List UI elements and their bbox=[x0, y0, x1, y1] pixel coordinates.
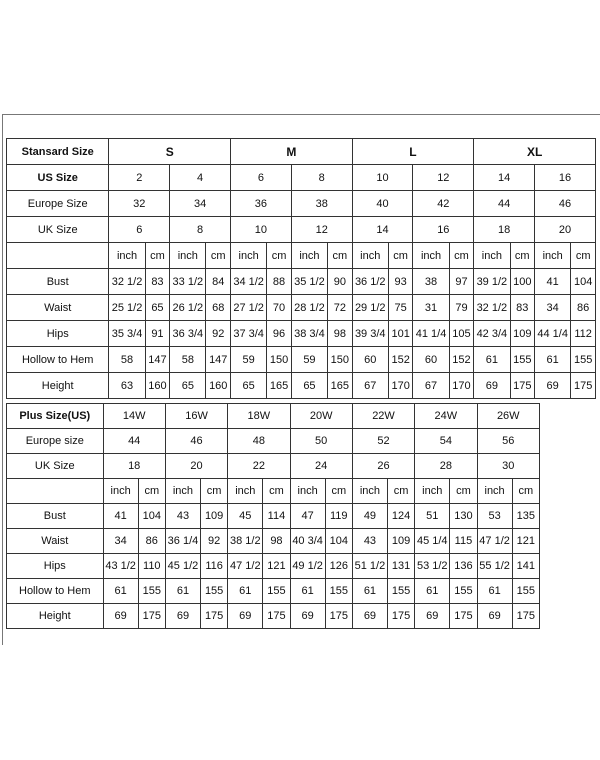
measurement-value: 124 bbox=[388, 504, 415, 529]
measurement-value: 121 bbox=[512, 529, 539, 554]
measurement-value: 150 bbox=[267, 347, 292, 373]
measurement-value: 26 1/2 bbox=[170, 295, 206, 321]
measurement-value: 112 bbox=[571, 321, 596, 347]
measurement-value: 104 bbox=[571, 269, 596, 295]
plus-uk-size-value: 18 bbox=[103, 454, 165, 479]
measurement-value: 47 bbox=[290, 504, 325, 529]
plus-europe-size-value: 56 bbox=[477, 429, 540, 454]
measurement-value: 69 bbox=[477, 604, 512, 629]
measurement-value: 61 bbox=[477, 579, 512, 604]
measurement-value: 150 bbox=[328, 347, 353, 373]
plus-measurement-row bbox=[7, 529, 540, 554]
measurement-value: 32 1/2 bbox=[474, 295, 510, 321]
measurement-row bbox=[7, 269, 596, 295]
measurement-value: 43 bbox=[352, 529, 387, 554]
measurement-value: 36 1/2 bbox=[352, 269, 388, 295]
measurement-value: 40 3/4 bbox=[290, 529, 325, 554]
unit-inch: inch bbox=[535, 243, 571, 269]
unit-inch: inch bbox=[103, 479, 138, 504]
uk-size-value: 14 bbox=[352, 217, 413, 243]
measurement-value: 91 bbox=[145, 321, 170, 347]
plus-europe-size-value: 44 bbox=[103, 429, 165, 454]
measurement-value: 55 1/2 bbox=[477, 554, 512, 579]
measurement-value: 69 bbox=[352, 604, 387, 629]
measurement-value: 61 bbox=[290, 579, 325, 604]
uk-size-label: UK Size bbox=[7, 217, 109, 243]
measurement-value: 152 bbox=[388, 347, 413, 373]
unit-cm: cm bbox=[145, 243, 170, 269]
measurement-value: 38 3/4 bbox=[291, 321, 327, 347]
us-size-value: 4 bbox=[170, 165, 231, 191]
measurement-value: 155 bbox=[138, 579, 165, 604]
measurement-value: 90 bbox=[328, 269, 353, 295]
measurement-value: 101 bbox=[388, 321, 413, 347]
measurement-value: 155 bbox=[201, 579, 228, 604]
measurement-value: 45 1/2 bbox=[165, 554, 200, 579]
measurement-value: 147 bbox=[206, 347, 231, 373]
measurement-row bbox=[7, 295, 596, 321]
measurement-value: 170 bbox=[388, 373, 413, 399]
unit-row-blank bbox=[7, 479, 104, 504]
unit-cm: cm bbox=[201, 479, 228, 504]
measurement-value: 41 bbox=[103, 504, 138, 529]
measurement-value: 165 bbox=[328, 373, 353, 399]
measurement-value: 61 bbox=[535, 347, 571, 373]
uk-size-value: 12 bbox=[291, 217, 352, 243]
measurement-value: 155 bbox=[325, 579, 352, 604]
europe-size-value: 46 bbox=[535, 191, 596, 217]
unit-cm: cm bbox=[571, 243, 596, 269]
unit-inch: inch bbox=[352, 243, 388, 269]
uk-size-row bbox=[7, 217, 596, 243]
plus-uk-size-value: 28 bbox=[415, 454, 477, 479]
measurement-value: 35 3/4 bbox=[109, 321, 145, 347]
uk-size-value: 8 bbox=[170, 217, 231, 243]
plus-size-heading: Plus Size(US) bbox=[7, 404, 104, 429]
measurement-value: 131 bbox=[388, 554, 415, 579]
plus-us-size-value: 20W bbox=[290, 404, 352, 429]
size-group-xl: XL bbox=[474, 139, 596, 165]
us-size-row bbox=[7, 165, 596, 191]
measurement-value: 39 1/2 bbox=[474, 269, 510, 295]
us-size-value: 2 bbox=[109, 165, 170, 191]
unit-cm: cm bbox=[449, 243, 474, 269]
measurement-value: 141 bbox=[512, 554, 539, 579]
plus-uk-size-label: UK Size bbox=[7, 454, 104, 479]
measurement-value: 45 1/4 bbox=[415, 529, 450, 554]
measurement-value: 155 bbox=[450, 579, 477, 604]
measurement-value: 39 3/4 bbox=[352, 321, 388, 347]
plus-europe-size-value: 52 bbox=[352, 429, 414, 454]
measurement-label: Bust bbox=[7, 269, 109, 295]
unit-inch: inch bbox=[474, 243, 510, 269]
plus-us-size-value: 24W bbox=[415, 404, 477, 429]
measurement-value: 65 bbox=[170, 373, 206, 399]
measurement-value: 155 bbox=[263, 579, 290, 604]
measurement-value: 84 bbox=[206, 269, 231, 295]
measurement-value: 70 bbox=[267, 295, 292, 321]
unit-cm: cm bbox=[388, 243, 413, 269]
us-size-value: 6 bbox=[231, 165, 292, 191]
plus-size-table bbox=[6, 403, 540, 629]
measurement-value: 79 bbox=[449, 295, 474, 321]
us-size-value: 10 bbox=[352, 165, 413, 191]
measurement-value: 175 bbox=[510, 373, 535, 399]
measurement-value: 37 3/4 bbox=[231, 321, 267, 347]
measurement-value: 136 bbox=[450, 554, 477, 579]
measurement-value: 160 bbox=[206, 373, 231, 399]
plus-uk-size-value: 26 bbox=[352, 454, 414, 479]
measurement-value: 72 bbox=[328, 295, 353, 321]
unit-cm: cm bbox=[450, 479, 477, 504]
measurement-value: 41 bbox=[535, 269, 571, 295]
measurement-value: 67 bbox=[413, 373, 449, 399]
uk-size-value: 16 bbox=[413, 217, 474, 243]
measurement-value: 58 bbox=[170, 347, 206, 373]
measurement-value: 116 bbox=[201, 554, 228, 579]
measurement-value: 109 bbox=[388, 529, 415, 554]
measurement-value: 69 bbox=[474, 373, 510, 399]
measurement-value: 38 bbox=[413, 269, 449, 295]
measurement-value: 61 bbox=[103, 579, 138, 604]
measurement-value: 29 1/2 bbox=[352, 295, 388, 321]
plus-measurement-row bbox=[7, 554, 540, 579]
standard-size-table bbox=[6, 138, 596, 399]
measurement-value: 175 bbox=[450, 604, 477, 629]
europe-size-value: 38 bbox=[291, 191, 352, 217]
plus-uk-size-row bbox=[7, 454, 540, 479]
measurement-value: 92 bbox=[201, 529, 228, 554]
standard-size-heading: Stansard Size bbox=[7, 139, 109, 165]
plus-europe-size-label: Europe size bbox=[7, 429, 104, 454]
unit-cm: cm bbox=[512, 479, 539, 504]
measurement-value: 175 bbox=[388, 604, 415, 629]
measurement-value: 60 bbox=[413, 347, 449, 373]
measurement-value: 119 bbox=[325, 504, 352, 529]
measurement-row bbox=[7, 347, 596, 373]
measurement-label: Bust bbox=[7, 504, 104, 529]
unit-inch: inch bbox=[413, 243, 449, 269]
measurement-value: 155 bbox=[512, 579, 539, 604]
plus-us-size-value: 16W bbox=[165, 404, 227, 429]
measurement-value: 175 bbox=[201, 604, 228, 629]
measurement-value: 41 1/4 bbox=[413, 321, 449, 347]
measurement-value: 43 1/2 bbox=[103, 554, 138, 579]
measurement-value: 69 bbox=[103, 604, 138, 629]
size-group-m: M bbox=[231, 139, 353, 165]
measurement-value: 61 bbox=[474, 347, 510, 373]
plus-europe-size-value: 54 bbox=[415, 429, 477, 454]
measurement-value: 36 1/4 bbox=[165, 529, 200, 554]
measurement-label: Hollow to Hem bbox=[7, 579, 104, 604]
plus-europe-size-value: 46 bbox=[165, 429, 227, 454]
measurement-value: 86 bbox=[138, 529, 165, 554]
size-group-s: S bbox=[109, 139, 231, 165]
uk-size-value: 6 bbox=[109, 217, 170, 243]
measurement-value: 34 bbox=[103, 529, 138, 554]
us-size-value: 16 bbox=[535, 165, 596, 191]
measurement-value: 175 bbox=[138, 604, 165, 629]
unit-inch: inch bbox=[170, 243, 206, 269]
measurement-value: 33 1/2 bbox=[170, 269, 206, 295]
measurement-value: 53 bbox=[477, 504, 512, 529]
us-size-value: 8 bbox=[291, 165, 352, 191]
europe-size-value: 40 bbox=[352, 191, 413, 217]
measurement-value: 83 bbox=[145, 269, 170, 295]
measurement-value: 121 bbox=[263, 554, 290, 579]
unit-cm: cm bbox=[328, 243, 353, 269]
measurement-value: 49 1/2 bbox=[290, 554, 325, 579]
unit-cm: cm bbox=[388, 479, 415, 504]
measurement-row bbox=[7, 373, 596, 399]
unit-cm: cm bbox=[325, 479, 352, 504]
measurement-value: 69 bbox=[290, 604, 325, 629]
plus-europe-size-row bbox=[7, 429, 540, 454]
unit-cm: cm bbox=[138, 479, 165, 504]
measurement-value: 31 bbox=[413, 295, 449, 321]
measurement-value: 97 bbox=[449, 269, 474, 295]
plus-uk-size-value: 22 bbox=[228, 454, 290, 479]
europe-size-label: Europe Size bbox=[7, 191, 109, 217]
measurement-value: 43 bbox=[165, 504, 200, 529]
size-group-row bbox=[7, 139, 596, 165]
measurement-value: 69 bbox=[228, 604, 263, 629]
measurement-value: 155 bbox=[388, 579, 415, 604]
unit-inch: inch bbox=[291, 243, 327, 269]
measurement-value: 59 bbox=[291, 347, 327, 373]
plus-unit-row bbox=[7, 479, 540, 504]
measurement-value: 61 bbox=[415, 579, 450, 604]
measurement-value: 98 bbox=[328, 321, 353, 347]
measurement-value: 45 bbox=[228, 504, 263, 529]
measurement-value: 36 3/4 bbox=[170, 321, 206, 347]
measurement-value: 34 1/2 bbox=[231, 269, 267, 295]
measurement-value: 51 bbox=[415, 504, 450, 529]
measurement-label: Height bbox=[7, 604, 104, 629]
measurement-value: 47 1/2 bbox=[477, 529, 512, 554]
measurement-value: 75 bbox=[388, 295, 413, 321]
measurement-value: 27 1/2 bbox=[231, 295, 267, 321]
europe-size-value: 42 bbox=[413, 191, 474, 217]
plus-uk-size-value: 20 bbox=[165, 454, 227, 479]
europe-size-value: 44 bbox=[474, 191, 535, 217]
measurement-value: 69 bbox=[535, 373, 571, 399]
measurement-value: 135 bbox=[512, 504, 539, 529]
measurement-value: 65 bbox=[291, 373, 327, 399]
uk-size-value: 10 bbox=[231, 217, 292, 243]
unit-inch: inch bbox=[477, 479, 512, 504]
measurement-value: 88 bbox=[267, 269, 292, 295]
measurement-value: 175 bbox=[571, 373, 596, 399]
unit-inch: inch bbox=[228, 479, 263, 504]
measurement-value: 60 bbox=[352, 347, 388, 373]
unit-cm: cm bbox=[263, 479, 290, 504]
measurement-value: 53 1/2 bbox=[415, 554, 450, 579]
uk-size-value: 18 bbox=[474, 217, 535, 243]
measurement-value: 110 bbox=[138, 554, 165, 579]
measurement-value: 130 bbox=[450, 504, 477, 529]
measurement-label: Waist bbox=[7, 529, 104, 554]
unit-inch: inch bbox=[290, 479, 325, 504]
unit-row-blank bbox=[7, 243, 109, 269]
measurement-value: 126 bbox=[325, 554, 352, 579]
measurement-value: 47 1/2 bbox=[228, 554, 263, 579]
measurement-value: 165 bbox=[267, 373, 292, 399]
measurement-value: 175 bbox=[325, 604, 352, 629]
measurement-value: 68 bbox=[206, 295, 231, 321]
measurement-value: 42 3/4 bbox=[474, 321, 510, 347]
europe-size-value: 34 bbox=[170, 191, 231, 217]
us-size-value: 14 bbox=[474, 165, 535, 191]
plus-uk-size-value: 24 bbox=[290, 454, 352, 479]
measurement-value: 28 1/2 bbox=[291, 295, 327, 321]
measurement-value: 105 bbox=[449, 321, 474, 347]
plus-measurement-row bbox=[7, 579, 540, 604]
measurement-value: 44 1/4 bbox=[535, 321, 571, 347]
measurement-value: 104 bbox=[138, 504, 165, 529]
measurement-value: 155 bbox=[510, 347, 535, 373]
measurement-value: 93 bbox=[388, 269, 413, 295]
plus-europe-size-value: 50 bbox=[290, 429, 352, 454]
unit-inch: inch bbox=[231, 243, 267, 269]
measurement-value: 92 bbox=[206, 321, 231, 347]
measurement-value: 83 bbox=[510, 295, 535, 321]
measurement-value: 109 bbox=[510, 321, 535, 347]
measurement-label: Hollow to Hem bbox=[7, 347, 109, 373]
measurement-value: 67 bbox=[352, 373, 388, 399]
measurement-value: 175 bbox=[263, 604, 290, 629]
unit-inch: inch bbox=[165, 479, 200, 504]
measurement-value: 115 bbox=[450, 529, 477, 554]
us-size-label: US Size bbox=[7, 165, 109, 191]
measurement-value: 32 1/2 bbox=[109, 269, 145, 295]
unit-inch: inch bbox=[415, 479, 450, 504]
plus-uk-size-value: 30 bbox=[477, 454, 540, 479]
unit-cm: cm bbox=[206, 243, 231, 269]
measurement-value: 109 bbox=[201, 504, 228, 529]
unit-inch: inch bbox=[352, 479, 387, 504]
unit-cm: cm bbox=[510, 243, 535, 269]
plus-us-size-value: 18W bbox=[228, 404, 290, 429]
measurement-value: 155 bbox=[571, 347, 596, 373]
us-size-value: 12 bbox=[413, 165, 474, 191]
europe-size-value: 36 bbox=[231, 191, 292, 217]
europe-size-row bbox=[7, 191, 596, 217]
measurement-value: 175 bbox=[512, 604, 539, 629]
measurement-value: 69 bbox=[165, 604, 200, 629]
measurement-label: Hips bbox=[7, 321, 109, 347]
measurement-value: 65 bbox=[231, 373, 267, 399]
unit-row bbox=[7, 243, 596, 269]
plus-measurement-row bbox=[7, 504, 540, 529]
measurement-label: Waist bbox=[7, 295, 109, 321]
measurement-row bbox=[7, 321, 596, 347]
plus-us-size-row bbox=[7, 404, 540, 429]
measurement-value: 170 bbox=[449, 373, 474, 399]
uk-size-value: 20 bbox=[535, 217, 596, 243]
measurement-value: 96 bbox=[267, 321, 292, 347]
measurement-value: 114 bbox=[263, 504, 290, 529]
measurement-value: 63 bbox=[109, 373, 145, 399]
unit-cm: cm bbox=[267, 243, 292, 269]
measurement-value: 61 bbox=[228, 579, 263, 604]
measurement-value: 100 bbox=[510, 269, 535, 295]
plus-europe-size-value: 48 bbox=[228, 429, 290, 454]
measurement-value: 35 1/2 bbox=[291, 269, 327, 295]
measurement-value: 147 bbox=[145, 347, 170, 373]
plus-us-size-value: 22W bbox=[352, 404, 414, 429]
measurement-value: 61 bbox=[165, 579, 200, 604]
measurement-value: 34 bbox=[535, 295, 571, 321]
measurement-value: 98 bbox=[263, 529, 290, 554]
europe-size-value: 32 bbox=[109, 191, 170, 217]
measurement-value: 58 bbox=[109, 347, 145, 373]
unit-inch: inch bbox=[109, 243, 145, 269]
measurement-value: 69 bbox=[415, 604, 450, 629]
measurement-label: Height bbox=[7, 373, 109, 399]
measurement-value: 59 bbox=[231, 347, 267, 373]
measurement-value: 160 bbox=[145, 373, 170, 399]
plus-measurement-row bbox=[7, 604, 540, 629]
measurement-value: 61 bbox=[352, 579, 387, 604]
plus-us-size-value: 14W bbox=[103, 404, 165, 429]
measurement-value: 38 1/2 bbox=[228, 529, 263, 554]
measurement-value: 104 bbox=[325, 529, 352, 554]
measurement-value: 25 1/2 bbox=[109, 295, 145, 321]
measurement-value: 49 bbox=[352, 504, 387, 529]
measurement-value: 86 bbox=[571, 295, 596, 321]
measurement-label: Hips bbox=[7, 554, 104, 579]
measurement-value: 65 bbox=[145, 295, 170, 321]
size-group-l: L bbox=[352, 139, 474, 165]
measurement-value: 51 1/2 bbox=[352, 554, 387, 579]
plus-us-size-value: 26W bbox=[477, 404, 540, 429]
measurement-value: 152 bbox=[449, 347, 474, 373]
